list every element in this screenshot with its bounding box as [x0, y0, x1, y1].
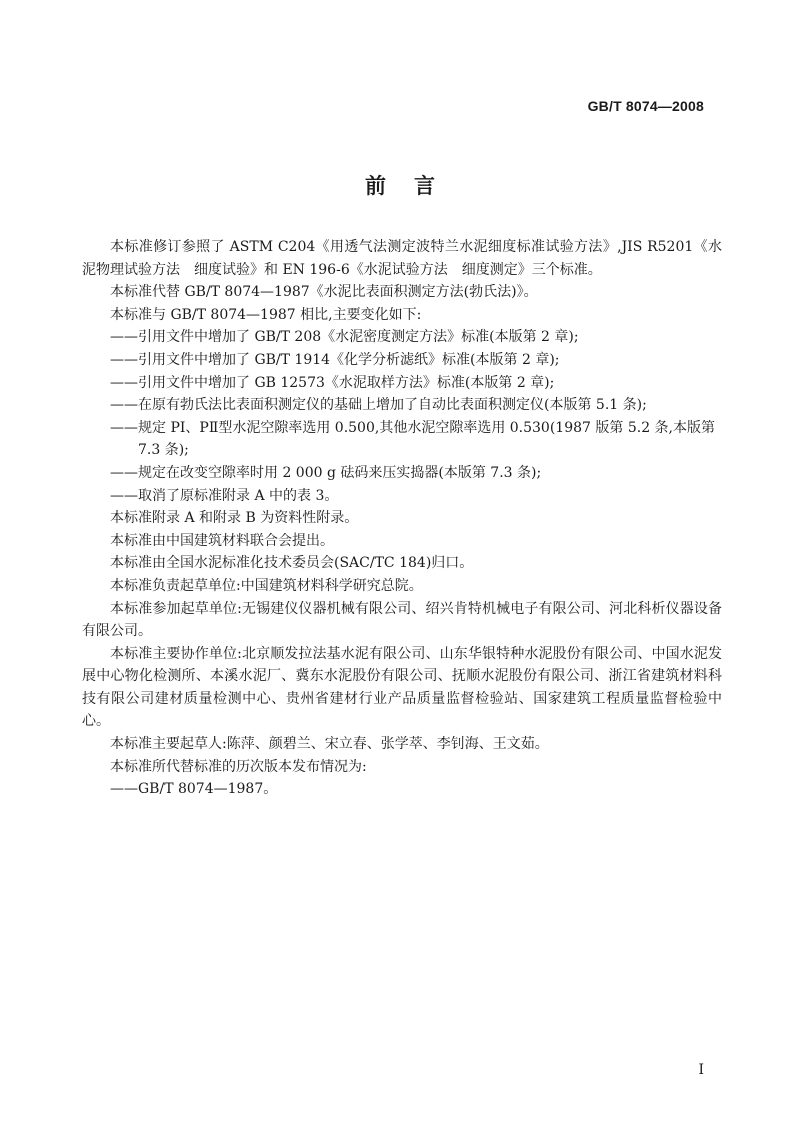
paragraph-drafters: 本标准主要起草人:陈萍、颜碧兰、宋立春、张学萃、李钊海、王文茹。	[110, 736, 549, 753]
list-item	[82, 372, 722, 395]
list-item-text: 引用文件中增加了 GB/T 1914《化学分析滤纸》标准(本版第 2 章);	[138, 351, 560, 368]
paragraph-cooperating-units: 本标准主要协作单位:北京顺发拉法基水泥有限公司、山东华银特种水泥股份有限公司、中国水泥发展中心物化检测所、本溪水泥厂、冀东水泥股份有限公司、抚顺水泥股份有限公司、浙江省建筑材料科技有限公司建材质量检测中心、贵州省建材行业产品质量监督检验站、国家建筑工程质量监督检验中心。	[82, 645, 722, 730]
dash-mark: ——	[110, 329, 138, 346]
dash-mark: ——	[110, 397, 138, 414]
paragraph-replaces: 本标准代替 GB/T 8074—1987《水泥比表面积测定方法(勃氏法)》。	[110, 284, 538, 301]
list-item	[82, 417, 722, 462]
paragraph-reference-standards: 本标准修订参照了 ASTM C204《用透气法测定波特兰水泥细度标准试验方法》,JIS R5201《水泥物理试验方法 细度试验》和 EN 196-6《水泥试验方法 细度测定》三个标准。	[82, 239, 722, 278]
list-item	[82, 394, 722, 417]
list-item	[82, 326, 722, 349]
list-item-text: 引用文件中增加了 GB/T 208《水泥密度测定方法》标准(本版第 2 章);	[138, 329, 579, 346]
dash-mark: ——	[110, 419, 138, 436]
changes-list	[82, 326, 722, 507]
paragraph-participating-units: 本标准参加起草单位:无锡建仪仪器机械有限公司、绍兴肯特机械电子有限公司、河北科析仪器设备有限公司。	[82, 600, 722, 640]
list-item	[82, 778, 722, 801]
paragraph-proposed-by: 本标准由中国建筑材料联合会提出。	[110, 532, 334, 549]
paragraph-drafting-unit: 本标准负责起草单位:中国建筑材料科学研究总院。	[110, 577, 423, 594]
page-title: 前言	[365, 173, 463, 198]
foreword-body	[82, 236, 722, 801]
history-list	[82, 778, 722, 801]
standard-code: GB/T 8074—2008	[587, 98, 704, 114]
list-item-text: 在原有勃氏法比表面积测定仪的基础上增加了自动比表面积测定仪(本版第 5.1 条);	[138, 397, 647, 414]
list-item-text: 引用文件中增加了 GB 12573《水泥取样方法》标准(本版第 2 章);	[138, 374, 555, 391]
dash-mark: ——	[110, 781, 138, 798]
list-item-text: 取消了原标准附录 A 中的表 3。	[138, 487, 339, 504]
dash-mark: ——	[110, 374, 138, 391]
list-item-text: 规定 PⅠ、PⅡ型水泥空隙率选用 0.500,其他水泥空隙率选用 0.530(1987 版第 5.2 条,本版第 7.3 条);	[138, 419, 715, 459]
dash-mark: ——	[110, 464, 138, 481]
list-item	[82, 462, 722, 485]
dash-mark: ——	[110, 351, 138, 368]
paragraph-changes-intro: 本标准与 GB/T 8074—1987 相比,主要变化如下:	[110, 306, 422, 323]
page-number: I	[698, 1062, 704, 1078]
list-item-text: 规定在改变空隙率时用 2 000 g 砝码来压实捣器(本版第 7.3 条);	[138, 464, 542, 481]
list-item	[82, 349, 722, 372]
dash-mark: ——	[110, 487, 138, 504]
paragraph-administered-by: 本标准由全国水泥标准化技术委员会(SAC/TC 184)归口。	[110, 555, 474, 572]
list-item	[82, 485, 722, 508]
list-item-text: GB/T 8074—1987。	[138, 781, 278, 798]
paragraph-history-intro: 本标准所代替标准的历次版本发布情况为:	[110, 758, 367, 775]
paragraph-appendices: 本标准附录 A 和附录 B 为资料性附录。	[110, 510, 359, 527]
